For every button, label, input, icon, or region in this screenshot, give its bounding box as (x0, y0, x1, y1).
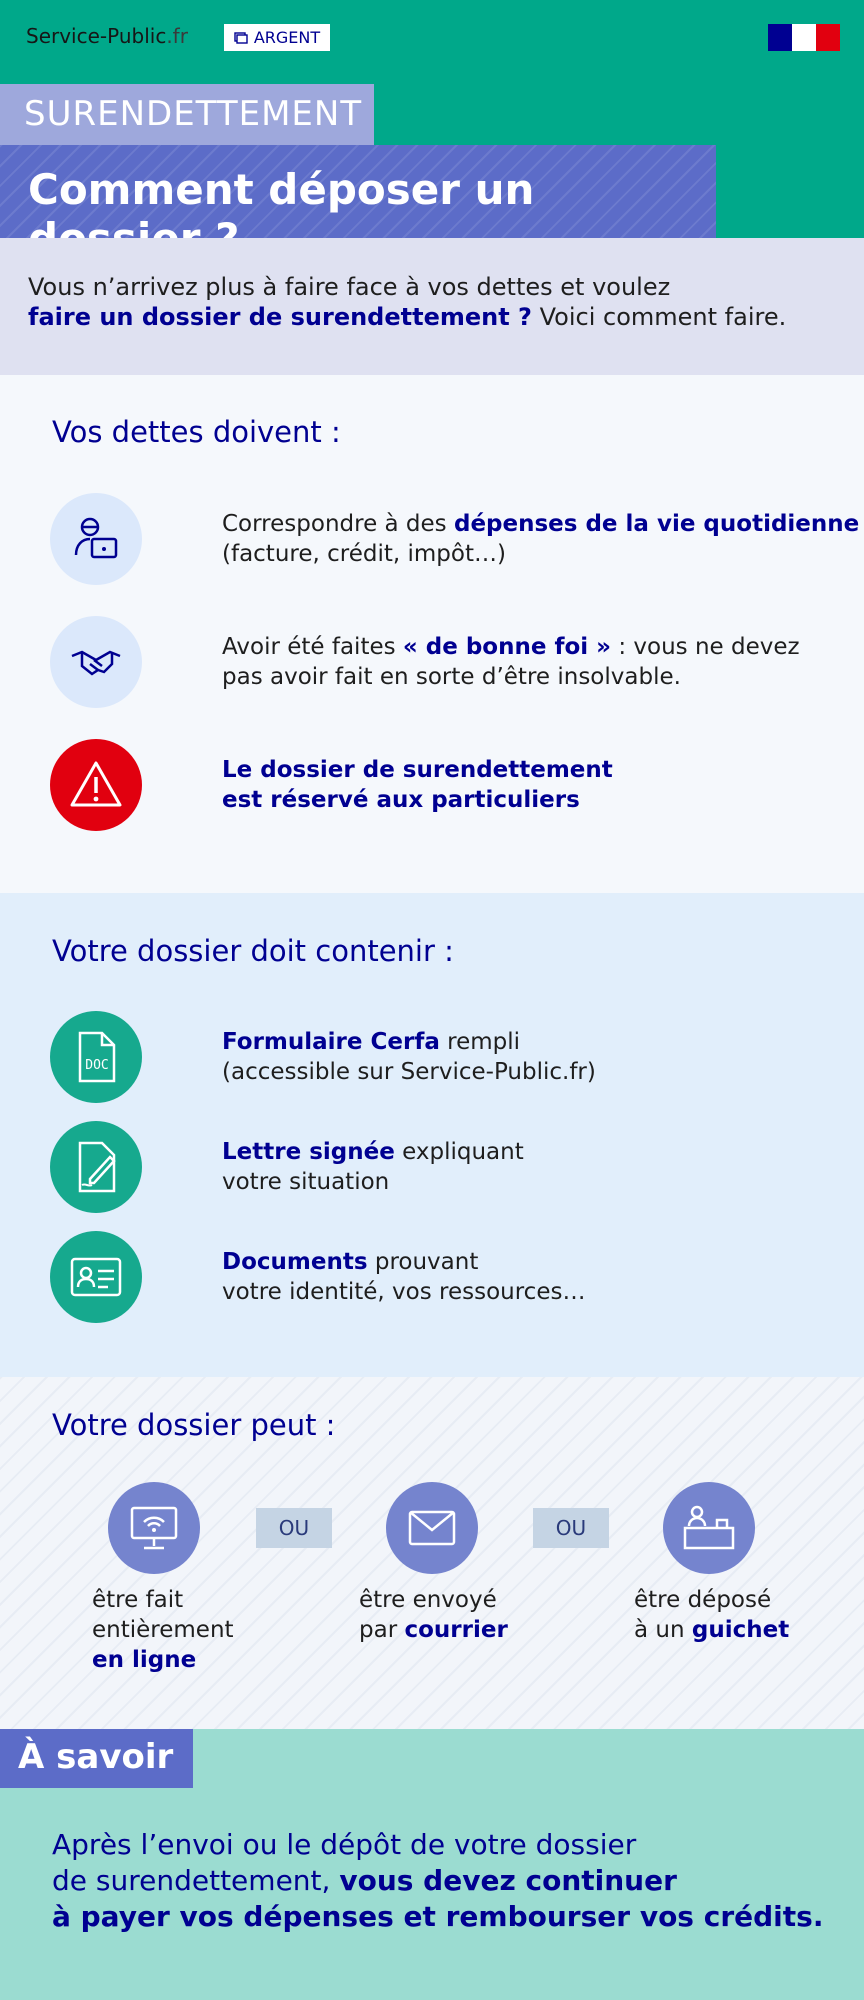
header (0, 0, 864, 238)
list-item (50, 1011, 596, 1103)
intro-line1: Vous n’arrivez plus à faire face à vos dettes et voulez (28, 273, 671, 301)
page-title: Comment déposer un (0, 145, 716, 238)
channel-label: être envoyé par courrier (359, 1587, 508, 1643)
category-tag (224, 24, 330, 51)
doc-file-icon (50, 1011, 142, 1103)
marianne-flag-logo (768, 24, 840, 51)
submission-section (0, 1377, 864, 1729)
or-separator: OU (533, 1508, 609, 1548)
section-title: Votre dossier doit contenir : (52, 934, 454, 968)
handshake-icon (50, 616, 142, 708)
item-text: Avoir été faites « de bonne foi » : vous ne devez pas avoir fait en sorte d’être insolvable. (222, 634, 800, 690)
intro (0, 238, 864, 375)
contents-section (0, 893, 864, 1377)
section-title: Votre dossier peut : (52, 1408, 336, 1442)
signed-letter-icon (50, 1121, 142, 1213)
svg-text:DOC: DOC (85, 1058, 109, 1073)
money-icon (234, 31, 248, 45)
debts-section (0, 375, 864, 893)
info-box-title: À savoir (0, 1729, 193, 1788)
intro-rest: Voici comment faire. (531, 303, 787, 331)
brand-logo[interactable]: Service-Public.fr (26, 24, 188, 48)
list-item (50, 1121, 524, 1213)
item-text: Le dossier de surendettement est réservé aux particuliers (222, 757, 613, 813)
list-item (50, 493, 864, 585)
envelope-icon (386, 1482, 478, 1574)
item-text: Lettre signée expliquant votre situation (222, 1139, 524, 1195)
category-tag-label: ARGENT (253, 28, 321, 47)
channel-label: être fait entièrement en ligne (92, 1587, 234, 1673)
list-item (50, 739, 613, 831)
list-item (50, 1231, 585, 1323)
intro-bold: faire un dossier de surendettement ? (28, 303, 532, 331)
item-text: Documents prouvant votre identité, vos ressources… (222, 1249, 586, 1305)
info-box-text: Après l’envoi ou le dépôt de votre dossier de surendettement, vous devez continuer à payer vos dépenses et rembourser vos crédits. (52, 1828, 824, 1933)
or-separator: OU (256, 1508, 332, 1548)
computer-wifi-icon (108, 1482, 200, 1574)
id-card-icon (50, 1231, 142, 1323)
person-wallet-icon (50, 493, 142, 585)
counter-desk-icon (663, 1482, 755, 1574)
kicker: SURENDETTEMENT (0, 84, 374, 145)
channel-label: être déposé à un guichet (634, 1587, 790, 1643)
section-title: Vos dettes doivent : (52, 415, 341, 449)
info-box (0, 1729, 864, 2000)
list-item (50, 616, 802, 708)
item-text: Correspondre à des dépenses de la vie quotidienne (facture, crédit, impôt…) (222, 511, 860, 567)
warning-icon (50, 739, 142, 831)
item-text: Formulaire Cerfa rempli (accessible sur Service-Public.fr) (222, 1029, 596, 1085)
